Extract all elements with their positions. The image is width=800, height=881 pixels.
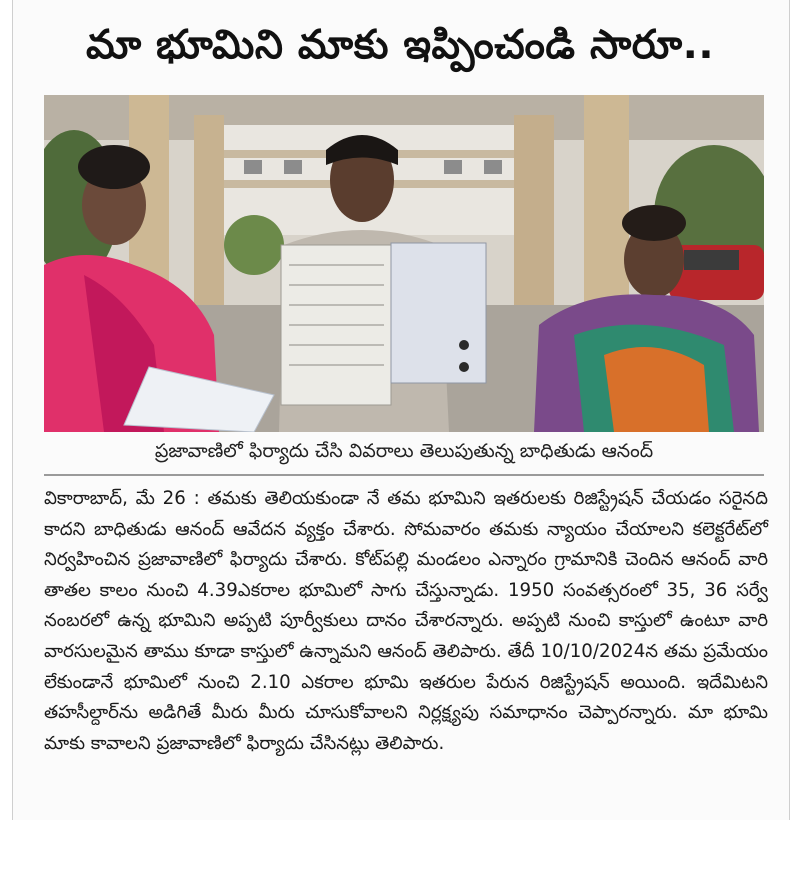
article-headline: మా భూమిని మాకు ఇప్పించండి సారూ..: [85, 22, 715, 68]
news-photo: [44, 95, 764, 432]
article-paragraph: వికారాబాద్, మే 26 : తమకు తెలియకుండా నే తమ భూమిని ఇతరులకు రిజిస్ట్రేషన్ చేయడం సరైనది కాదని బాధితుడు ఆనంద్ ఆవేదన వ్యక్తం చేశారు. సోమవారం తమకు న్యాయం చేయాలని కలెక్టరేట్‌లో నిర్వహించిన ప్రజావాణిలో ఫిర్యాదు చేశారు. కోట్‌పల్లి మండలం ఎన్నారం గ్రామానికి చెందిన ఆనంద్ వారి తాతల కాలం నుంచి 4.39ఎకరాల భూమిలో సాగు చేస్తున్నాడు. 1950 సంవత్సరంలో 35, 36 సర్వే నంబరలో ఉన్న భూమిని అప్పటి పూర్వీకులు దానం చేశారన్నారు. అప్పటి నుంచి కాస్తులో ఉంటూ వారి వారసులమైన తాము కూడా కాస్తులో ఉన్నామని ఆనంద్ తెలిపారు. తేదీ 10/10/2024న తమ ప్రమేయం లేకుండానే భూమిలో నుంచి 2.10 ఎకరాల భూమి ఇతరుల పేరున రిజిస్ట్రేషన్ అయింది. ఇదేమిటని తహసీల్దార్‌ను అడిగితే మీరు మీరు చూసుకోవాలని నిర్లక్ష్యపు సమాధానం చెప్పారన్నారు. మా భూమి మాకు కావాలని ప్రజావాణిలో ఫిర్యాదు చేసినట్లు తెలిపారు.: [44, 488, 768, 754]
article-body: [44, 484, 768, 759]
photo-caption: ప్రజావాణిలో ఫిర్యాదు చేసి వివరాలు తెలుపుతున్న బాధితుడు ఆనంద్: [44, 432, 764, 476]
